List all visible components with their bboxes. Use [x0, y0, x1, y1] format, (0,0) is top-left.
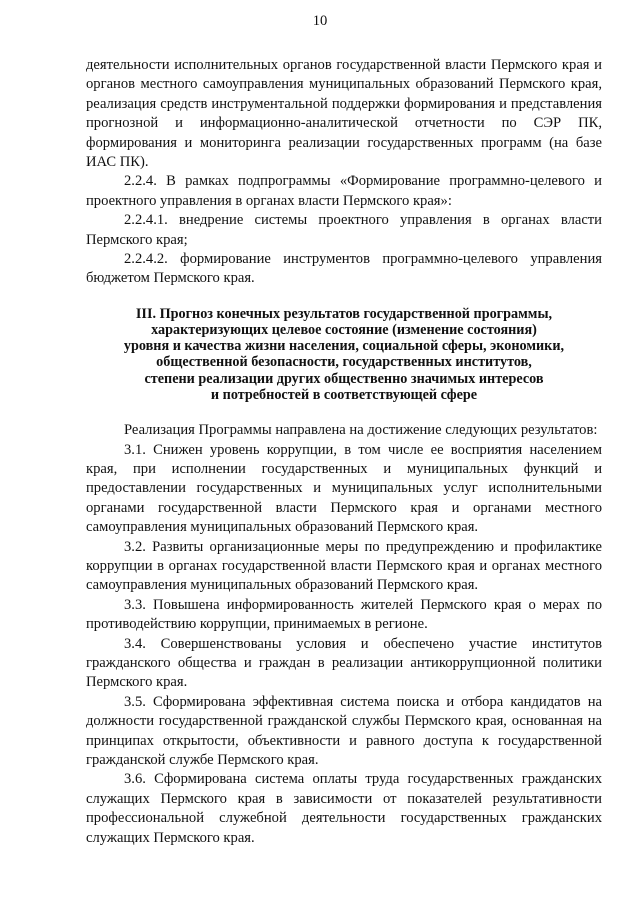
paragraph-continuation: деятельности исполнительных органов государственной власти Пермского края и органов местного самоуправления муниципальных образований Пермского края, реализация средств инструментальной поддержки формирования и представления прогнозной и информационно-аналитической отчетности по СЭР ПК, формирования и мониторинга реализации государственных программ (на базе ИАС ПК).	[86, 57, 602, 171]
paragraph-3-5: 3.5. Сформирована эффективная система поиска и отбора кандидатов на должности государственной гражданской службы Пермского края, основанная на принципах открытости, объективности и равного доступа к государственной гражданской службе Пермского края.	[86, 693, 602, 768]
paragraph-3-4: 3.4. Совершенствованы условия и обеспечено участие институтов гражданского общества и граждан в реализации антикоррупционной политики Пермского края.	[86, 635, 602, 691]
paragraph-3-3: 3.3. Повышена информированность жителей Пермского края о мерах по противодействию коррупции, принимаемых в регионе.	[86, 596, 602, 633]
section-heading-line: III. Прогноз конечных результатов государственной программы,	[135, 305, 553, 322]
section-heading-line: уровня и качества жизни населения, социальной сферы, экономики,	[123, 338, 565, 355]
paragraph-2-2-4-2: 2.2.4.2. формирование инструментов программно-целевого управления бюджетом Пермского края.	[86, 251, 602, 287]
paragraph-3-6: 3.6. Сформирована система оплаты труда государственных гражданских служащих Пермского края в зависимости от показателей результативности профессиональной служебной деятельности государственных гражданских служащих Пермского края.	[86, 771, 602, 846]
section-heading-line: общественной безопасности, государственных институтов,	[156, 354, 532, 371]
paragraph-2-2-4: 2.2.4. В рамках подпрограммы «Формирование программно-целевого и проектного управления в органах власти Пермского края»:	[86, 173, 602, 209]
document-body	[86, 56, 602, 848]
section-heading	[86, 306, 602, 403]
section-heading-line: характеризующих целевое состояние (изменение состояния)	[151, 322, 537, 339]
paragraph-2-2-4-1: 2.2.4.1. внедрение системы проектного управления в органах власти Пермского края;	[86, 212, 602, 248]
section-heading-line: и потребностей в соответствующей сфере	[210, 386, 478, 403]
page-number: 10	[312, 13, 328, 29]
paragraph-3-2: 3.2. Развиты организационные меры по предупреждению и профилактике коррупции в органах государственной власти Пермского края и органах местного самоуправления муниципальных образований Пермского края.	[86, 538, 602, 594]
paragraph-3-1: 3.1. Снижен уровень коррупции, в том числе ее восприятия населением края, при исполнении государственных и муниципальных функций и предоставлении государственных и муниципальных услуг исполнительными органами государственной власти Пермского края и органами местного самоуправления муниципальных образований Пермского края.	[86, 441, 602, 536]
section-heading-line: степени реализации других общественно значимых интересов	[144, 370, 544, 387]
paragraph-intro: Реализация Программы направлена на достижение следующих результатов:	[124, 422, 598, 439]
